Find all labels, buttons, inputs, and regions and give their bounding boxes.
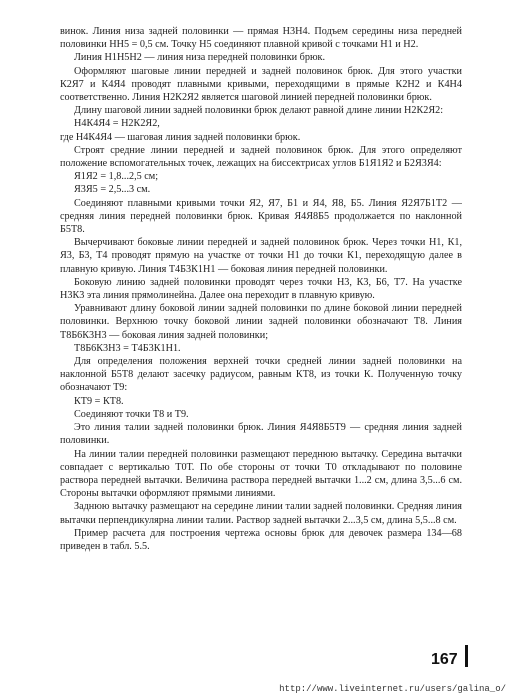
paragraph: Т8Б6К3Н3 = Т4Б3К1Н1. (74, 342, 181, 354)
paragraph: Оформляют шаговые линии передней и задней половинок брюк. Для этого участки К2Я7 и К4Я4 проводят плавными кривыми, переходящими в прямые К2Н2 и К4Н4 соответственно. Линия Н2К2Я2 является шаговой линией передней половинки брюк. (60, 65, 462, 104)
paragraph: Длину шаговой линии задней половинки брюк делают равной длине линии Н2К2Я2: (74, 105, 444, 117)
paragraph: Я3Я5 = 2,5...3 см. (74, 184, 151, 196)
paragraph: Уравнивают длину боковой линии задней половинки по длине боковой линии передней половинки. Верхнюю точку боковой линии задней половинки обозначают Т8. Линия Т8Б6К3Н3 — боковая линия задней половинки; (60, 303, 462, 341)
paragraph: На линии талии передней половинки размещают переднюю вытачку. Середина вытачки совпадает с вертикалью Т0Т. По обе стороны от точки Т0 откладывают по половине раствора передней вытачки. Величина раствора передней вытачки 1...2 см, длина 3,5...6 см. Стороны вытачки оформляют прямыми линиями. (60, 448, 462, 500)
paragraph: Для определения положения верхней точки средней линии задней половинки на наклонной Б5Т8 делают засечку радиусом, равным КТ8, из точки К. Полученную точку обозначают Т9: (60, 356, 462, 394)
paragraph: Это линия талии задней половинки брюк. Линия Я4Я8Б5Т9 — средняя линия задней половинки. (60, 422, 462, 447)
body-text (60, 25, 462, 553)
paragraph: Соединяют точки Т8 и Т9. (74, 408, 189, 420)
paragraph: винок. Линия низа задней половинки — прямая Н3Н4. Подъем середины низа передней половинки НН5 = 0,5 см. Точку Н5 соединяют плавной кривой с точками Н1 и Н2. (60, 26, 462, 51)
page-number-rule (465, 645, 468, 667)
paragraph: Заднюю вытачку размещают на середине линии талии задней половинки. Средняя линия вытачки перпендикулярна линии талии. Раствор задней вытачки 2...3,5 см, длина 5,5...8 см. (60, 501, 462, 526)
paragraph: Линия Н1Н5Н2 — линия низа передней половинки брюк. (74, 52, 326, 64)
paragraph: Соединяют плавными кривыми точки Я2, Я7, Б1 и Я4, Я8, Б5. Линия Я2Я7Б1Т2 — средняя линия передней половинки брюк. Кривая Я4Я8Б5 продолжается по наклонной Б5Т8. (60, 197, 462, 236)
watermark-url: http://www.liveinternet.ru/users/galina_o/ (279, 684, 506, 694)
paragraph: КТ9 = КТ8. (74, 395, 124, 407)
paragraph: где Н4К4Я4 — шаговая линия задней половинки брюк. (60, 131, 301, 143)
paragraph: Вычерчивают боковые линии передней и задней половинок брюк. Через точки Н1, К1, Я3, Б3, Т4 проводят прямую на участке от точки Н1 до точки К1, переходящую далее в плавную кривую. Линия Т4Б3К1Н1 — боковая линия передней половинки. (60, 237, 462, 275)
paragraph: Пример расчета для построения чертежа основы брюк для девочек размера 134—68 приведен в табл. 5.5. (60, 527, 462, 552)
paragraph: Боковую линию задней половинки проводят через точки Н3, К3, Б6, Т7. На участке Н3К3 эта линия прямолинейна. Далее она переходит в плавную кривую. (60, 276, 462, 302)
page-number: 167 (431, 651, 458, 668)
paragraph: Строят средние линии передней и задней половинок брюк. Для этого определяют положение вспомогательных точек, лежащих на биссектрисах углов Б1Я1Я2 и Б2Я3Я4: (60, 144, 462, 170)
paragraph: Я1Я2 = 1,8...2,5 см; (74, 171, 159, 183)
paragraph: Н4К4Я4 = Н2К2Я2, (74, 118, 160, 130)
